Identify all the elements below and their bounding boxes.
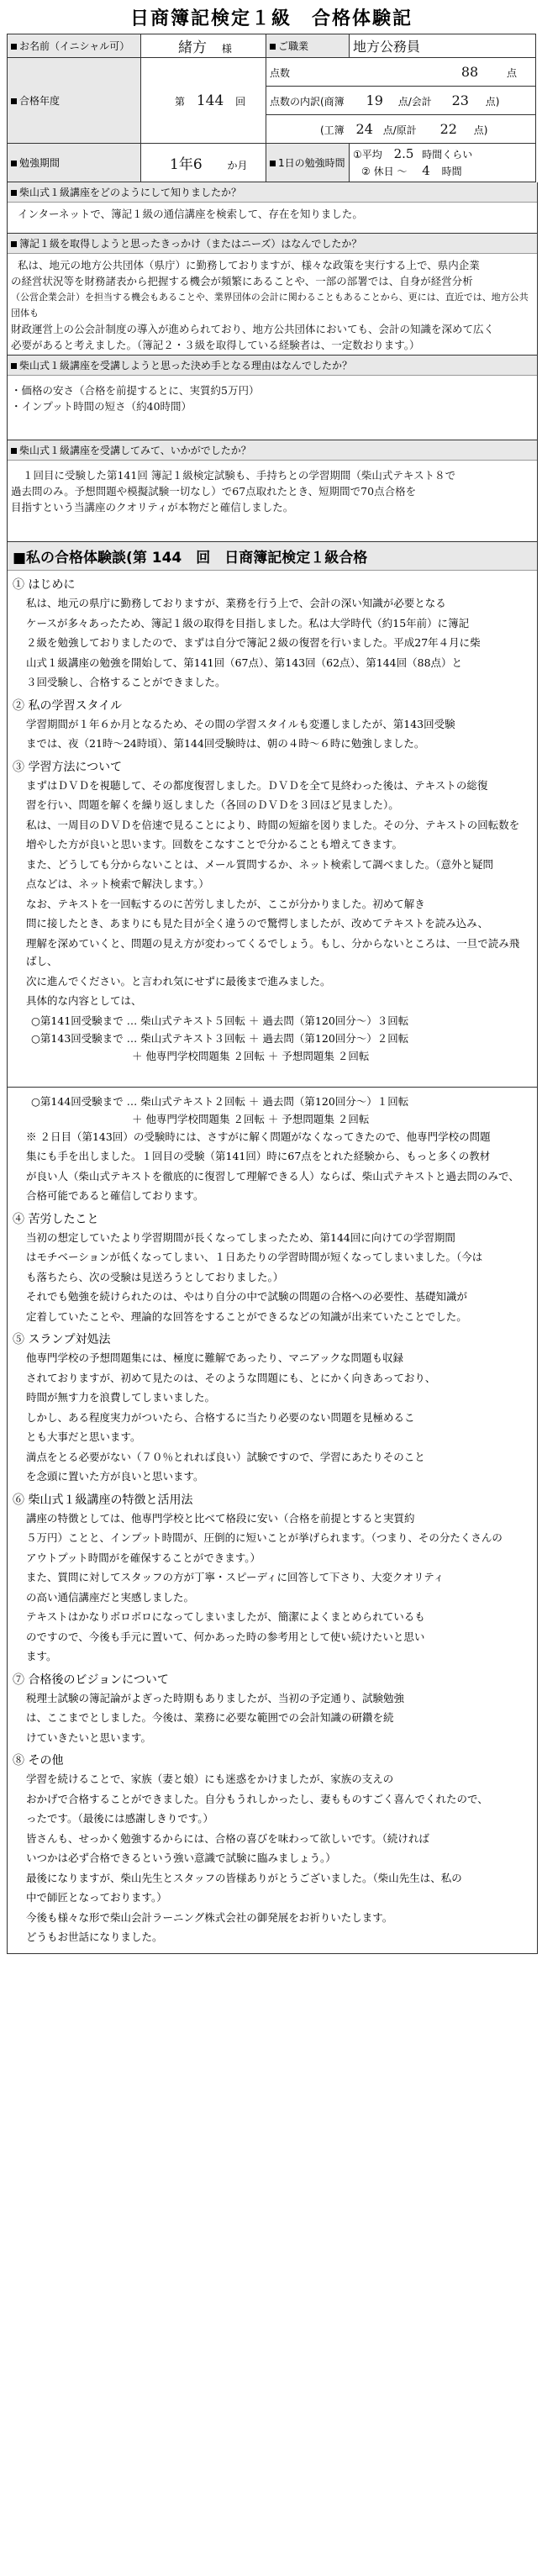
paragraph-line: も落ちたら、次の受験は見送ろうとしておりました。） <box>26 1270 284 1283</box>
paragraph-line: までは、夜（21時～24時頃）、第144回受験時は、朝の４時～６時に勉強しました。 <box>26 737 425 750</box>
score-value: 88 <box>460 64 479 80</box>
study-list-2 <box>11 1093 534 1128</box>
paragraph-line: ※ ２日目（第143回）の受験時には、さすがに解く問題がなくなってきたので、他専門学校の問題 <box>26 1130 491 1143</box>
score-unit: 点 <box>507 67 518 79</box>
genka-score: 22 <box>439 121 457 137</box>
breakdown-cell <box>266 87 536 115</box>
paragraph-line: 次に進んでください。と言われ気にせずに最後まで進みました。 <box>26 974 331 988</box>
list-item: ○第143回受験まで … 柴山式テキスト３回転 ＋ 過去問（第120回分～）２回転 <box>31 1031 409 1045</box>
paragraph-line: 中で師匠となっております。） <box>26 1891 167 1904</box>
section-title: ③ 学習方法について <box>13 760 123 774</box>
breakdown-label: 点数の内訳(商簿 <box>270 96 345 108</box>
paragraph-line: とも大事だと思います。 <box>26 1430 141 1443</box>
list-item: ○第144回受験まで … 柴山式テキスト２回転 ＋ 過去問（第120回分～）１回転 <box>31 1094 409 1108</box>
page-title: 日商簿記検定１級 合格体験記 <box>129 8 413 29</box>
section-body <box>11 594 534 692</box>
kaikei-score: 23 <box>451 92 469 108</box>
answer-line: インターネットで、簿記１級の通信講座を検索して、存在を知りました。 <box>18 208 363 220</box>
kogyo-unit: 点/原計 <box>382 124 417 136</box>
paragraph-line: 講座の特徴としては、他専門学校と比べて格段に安い（合格を前提とすると実質約 <box>26 1511 415 1525</box>
section-title: ⑥ 柴山式１級講座の特徴と活用法 <box>13 1493 193 1507</box>
answer-line: （公営企業会計）を担当する機会もあることや、業界団体の会計に関わることもあることから、更には、直近では、地方公共団体も <box>11 292 529 319</box>
section-body <box>11 1689 534 1747</box>
period-cell <box>141 144 266 182</box>
paragraph-line: 他専門学校の予想問題集には、極度に難解であったり、マニアックな問題も収録 <box>26 1351 404 1364</box>
list-heading: 具体的な内容としては、 <box>26 994 142 1007</box>
answer-line: 過去問のみ。予想問題や模擬試験一切なし）で67点取れたとき、短期間で70点合格を <box>11 485 417 498</box>
answer-line: ・価格の安さ（合格を前提するとに、実質約5万円） <box>11 384 260 397</box>
section-body <box>11 777 534 991</box>
paragraph-line: 満点をとる必要がない（７０％とれれば良い）試験ですので、学習にあたりそのこと <box>26 1450 425 1463</box>
paragraph-line: 皆さんも、せっかく勉強するからには、合格の喜びを味わって欲しいです。（続ければ <box>26 1831 429 1845</box>
paragraph-line: おかげで合格することができました。自分もうれしかったし、妻もものすごく喜んでくれたので、 <box>26 1792 488 1805</box>
year-cell <box>141 58 266 144</box>
paragraph-line: ２級を勉強しておりましたので、まずは自分で簿記２級の復習を行いました。平成27年４月に柴 <box>26 636 481 649</box>
genka-unit: 点) <box>473 124 488 136</box>
answer-line: 財政運営上の公会計制度の導入が進められており、地方公共団体においても、会計の知識を深めて広く <box>11 323 495 335</box>
score-cell <box>266 58 536 87</box>
study-list <box>11 1012 534 1065</box>
question-2-answer <box>11 257 534 353</box>
answer-line: １回目に受験した第141回 簿記１級検定試験も、手持ちとの学習期間（柴山式テキスト８で <box>23 469 456 482</box>
info-table <box>7 34 536 182</box>
story-section <box>7 542 538 1954</box>
period-label: 勉強期間 <box>8 144 141 182</box>
paragraph-line: 学習を続けることで、家族（妻と娘）にも迷惑をかけましたが、家族の支えの <box>26 1773 394 1785</box>
question-4-answer <box>11 464 534 515</box>
paragraph-line: 私は、一周目のＤＶＤを倍速で見ることにより、時間の短縮を図りました。その分、テキストの回転数を <box>26 818 520 831</box>
occupation-cell <box>350 34 536 58</box>
name-label: お名前（イニシャル可） <box>8 34 141 58</box>
paragraph-line: のですので、今後も手元に置いて、何かあった時の参考用として使い続けたいと思い <box>26 1630 425 1643</box>
question-3-label: 柴山式１級講座を受講しようと思った決め手となる理由はなんでしたか？ <box>8 356 537 376</box>
question-3 <box>7 356 538 440</box>
paragraph-line: ます。 <box>26 1650 57 1662</box>
answer-line: 私は、地元の地方公共団体（県庁）に勤務しておりますが、様々な政策を実行する上で、県内企業 <box>18 259 480 271</box>
daily-2-value: 4 <box>422 162 430 178</box>
paragraph-line: 理解を深めていくと、問題の見え方が変わってくるでしょう。もし、分からないところは、一旦で読み飛ばし、 <box>26 936 520 967</box>
paragraph-line: 増やした方が良いと思います。回数をこなすことで分かることも増えてきます。 <box>26 838 403 851</box>
story-heading: ■私の合格体験談(第 144 回 日商簿記検定１級合格 <box>8 542 537 571</box>
section-body <box>11 1229 534 1326</box>
daily-1-unit: 時間くらい <box>422 148 473 161</box>
paragraph-line: まずはＤＶＤを視聴して、その都度復習しました。ＤＶＤを全て見終わった後は、テキストの総復 <box>26 778 488 792</box>
period-unit: か月 <box>227 160 248 171</box>
paragraph-line: は、ここまでとしました。今後は、業務に必要な範囲での会計知識の研鑽を続 <box>26 1711 394 1724</box>
score-label: 点数 <box>270 67 291 79</box>
question-4 <box>7 440 538 542</box>
answer-line: 必要があると考えました。（簿記２・３級を取得している経験者は、一定数おります。） <box>11 339 420 351</box>
section-title: ⑤ スランプ対処法 <box>13 1333 111 1346</box>
section-title: ① はじめに <box>13 578 76 592</box>
paragraph-line: なお、テキストを一回転するのに苦労しましたが、ここが分かりました。初めて解き <box>26 897 425 910</box>
list-item: ＋ 他専門学校問題集 ２回転 ＋ 予想問題集 ２回転 <box>132 1112 370 1125</box>
question-1 <box>7 182 538 234</box>
paragraph-line: 山式１級講座の勉強を開始して、第141回（67点）、第143回（62点）、第144回（88点）と <box>26 656 463 669</box>
paragraph-line: テキストはかなりボロボロになってしまいましたが、簡潔によくまとめられているも <box>26 1610 425 1623</box>
document-page <box>7 5 536 1954</box>
section-title: ② 私の学習スタイル <box>13 698 123 713</box>
daily-1-value: 2.5 <box>393 145 414 161</box>
question-4-label: 柴山式１級講座を受講してみて、いかがでしたか？ <box>8 440 537 461</box>
paragraph-line: の高い通信講座だと実感しました。 <box>26 1590 195 1604</box>
question-2-label: 簿記１級を取得しようと思ったきっかけ（またはニーズ）はなんでしたか？ <box>8 234 537 254</box>
kaikei-unit: 点) <box>485 96 500 108</box>
paragraph-line: また、質問に対してスタッフの方が丁寧・スピーディに回答して下さり、大変クオリティ <box>26 1571 445 1583</box>
paragraph-line: どうもお世話になりました。 <box>26 1931 163 1943</box>
paragraph-line: 今後も様々な形で柴山会計ラーニング株式会社の御発展をお祈りいたします。 <box>26 1910 393 1924</box>
paragraph-line: 当初の想定していたより学習期間が長くなってしまったため、第144回に向けての学習期間 <box>26 1230 455 1244</box>
paragraph-line: 時間が無す力を浪費してしまいました。 <box>26 1391 216 1404</box>
list-item: ＋ 他専門学校問題集 ２回転 ＋ 予想問題集 ２回転 <box>132 1049 370 1062</box>
question-2 <box>7 234 538 356</box>
daily-1-prefix: ①平均 <box>353 148 382 161</box>
paragraph-line: しかし、ある程度実力がついたら、合格するに当たり必要のない問題を見極めるこ <box>26 1410 415 1424</box>
paragraph-line: 学習期間が１年６か月となるため、その間の学習スタイルも変遷しましたが、第143回受験 <box>26 717 455 730</box>
paragraph-line: はモチベーションが低くなってしまい、１日あたりの学習時間が短くなってしまいました。（今は <box>26 1251 483 1263</box>
name-suffix: 様 <box>221 43 232 55</box>
occupation-value: 地方公務員 <box>353 39 421 55</box>
section-body <box>11 715 534 753</box>
paragraph-line: 合格可能であると確信しております。 <box>26 1189 204 1202</box>
paragraph-line: けていきたいと思います。 <box>26 1731 152 1744</box>
paragraph-line: 定着していたことや、理論的な回答をすることができるなどの知識が出来ていたことでした。 <box>26 1309 467 1323</box>
period-value: 1年6 <box>170 156 203 173</box>
question-3-answer <box>11 379 534 414</box>
paragraph-line: 最後になりますが、柴山先生とスタッフの皆様ありがとうございました。（柴山先生は、私の <box>26 1871 462 1884</box>
paragraph-line: 点などは、ネット検索で解決します。） <box>26 877 209 890</box>
answer-line: 目指すという当講座のクオリティが本物だと確信しました。 <box>11 501 294 514</box>
paragraph-line: 私は、地元の県庁に勤務しておりますが、業務を行う上で、会計の深い知識が必要となる <box>26 597 446 609</box>
daily-2-prefix: ② 休日 ～ <box>361 165 408 177</box>
section-body <box>11 1770 534 1946</box>
question-1-label: 柴山式１級講座をどのようにして知りましたか？ <box>8 182 537 203</box>
daily-label: 1日の勉強時間 <box>266 144 350 182</box>
section-title: ⑦ 合格後のビジョンについて <box>13 1673 169 1687</box>
paragraph-line: 習を行い、問題を解くを繰り返しました（各回のＤＶＤを３回ほど見ました）。 <box>26 798 399 811</box>
paragraph-line: ったです。（最後には感謝しきりです。） <box>26 1812 214 1825</box>
shobo-unit: 点/会計 <box>397 96 432 108</box>
year-prefix: 第 <box>175 95 186 108</box>
paragraph-line: 問に接したとき、あまりにも見た目が全く違うので驚愕しましたが、改めてテキストを読み込み、 <box>26 917 489 930</box>
name-cell <box>141 34 266 58</box>
paragraph-line: アウトプット時間がを確保することができます。） <box>26 1551 261 1564</box>
kogyo-cell <box>266 115 536 144</box>
question-1-answer <box>11 206 534 222</box>
paragraph-line: また、どうしても分からないことは、メール質問するか、ネット検索して調べました。（意外と疑問 <box>26 857 494 871</box>
list-item: ○第141回受験まで … 柴山式テキスト５回転 ＋ 過去問（第120回分～）３回転 <box>31 1014 409 1027</box>
answer-line: の経営状況等を財務諸表から把握する機会が頻繁にあることや、一部の部署では、自身が経営分析 <box>11 275 473 287</box>
paragraph-line: ３回受験し、合格することができました。 <box>26 676 226 688</box>
paragraph-line: ５万円）ことと、インプット時間が、圧倒的に短いことが挙げられます。（つまり、その分たくさんの <box>26 1531 503 1544</box>
name-value: 緒方 <box>178 40 207 56</box>
year-suffix: 回 <box>235 95 246 108</box>
paragraph-line: 税理士試験の簿記論がよぎった時期もありましたが、当初の予定通り、試験勉強 <box>26 1691 405 1704</box>
daily-cell <box>350 144 536 182</box>
paragraph-line: を念頭に置いた方が良いと思います。 <box>26 1470 204 1483</box>
answer-line: ・インプット時間の短さ（約40時間） <box>11 400 192 413</box>
section-title: ④ 苦労したこと <box>13 1212 99 1226</box>
section-body <box>11 1128 534 1205</box>
paragraph-line: ケースが多々あったため、簿記１級の取得を目指しました。私は大学時代（約15年前）に簿記 <box>26 616 470 630</box>
kogyo-label: (工簿 <box>320 124 345 136</box>
daily-2-unit: 時間 <box>441 165 462 177</box>
kogyo-score: 24 <box>355 121 373 137</box>
paragraph-line: いつかは必ず合格できるという強い意識で試験に臨みましょう。） <box>26 1852 336 1864</box>
occupation-label: ご職業 <box>266 34 350 58</box>
section-body <box>11 1349 534 1486</box>
section-body <box>11 1509 534 1666</box>
paragraph-line: それでも勉強を続けられたのは、やはり自分の中で試験の問題の合格への必要性、基礎知識が <box>26 1290 468 1303</box>
year-label: 合格年度 <box>8 58 141 144</box>
paragraph-line: されておりますが、初めて見たのは、そのような問題にも、とにかく向きあっており、 <box>26 1371 436 1384</box>
shobo-score: 19 <box>366 92 383 108</box>
paragraph-line: 集にも手を出しました。１回目の受験（第141回）時に67点をとれた経験から、もっと多くの教材 <box>26 1150 491 1162</box>
section-title: ⑧ その他 <box>13 1754 64 1767</box>
year-value: 144 <box>196 92 224 109</box>
paragraph-line: が良い人（柴山式テキストを徹底的に復習して理解できる人）ならば、柴山式テキストと過去問のみで、 <box>26 1169 519 1183</box>
